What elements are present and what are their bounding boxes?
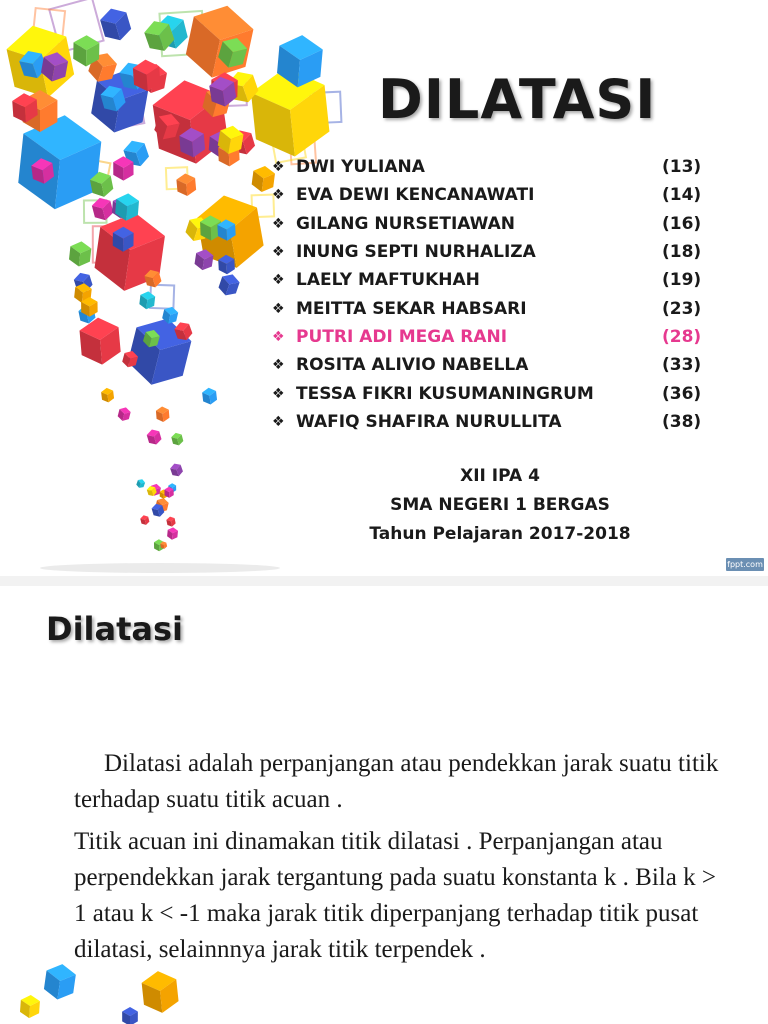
member-item [272,379,702,407]
cube-shape [101,387,115,403]
cube-shape [176,173,197,197]
slide-title: DILATASI [378,68,657,131]
cube-shape [43,962,77,1001]
fppt-badge: fppt.com [727,560,763,569]
cube-shape [79,316,122,366]
member-number: (18) [662,242,702,263]
bullet-icon: ❖ [272,272,285,289]
cube-shape [156,406,170,423]
member-number: (38) [662,411,702,432]
content-body [74,746,734,974]
cube-shape [202,387,218,405]
member-number: (28) [662,326,702,347]
bullet-icon: ❖ [272,159,285,176]
member-name: TESSA FIKRI KUSUMANINGRUM [296,383,594,404]
member-name: PUTRI ADI MEGA RANI [296,326,508,347]
member-name: INUNG SEPTI NURHALIZA [296,242,536,263]
member-number: (33) [662,355,702,376]
member-number: (36) [662,383,702,404]
member-item [272,266,702,294]
bullet-icon: ❖ [272,413,285,430]
bullet-icon: ❖ [272,328,285,345]
cube-shape [167,527,178,540]
member-item [272,238,702,266]
member-name: WAFIQ SHAFIRA NURULLITA [296,411,562,432]
paragraph-explanation: Titik acuan ini dinamakan titik dilatasi . Perpanjangan atau perpendekkan jarak tergantung pada suatu konstanta k . Bila k > 1 atau k < -1 maka jarak titik diperpanjang terhadap titik pusat dilatasi, selainnnya jarak titik terpendek . [74,828,716,963]
member-name: LAELY MAFTUKHAH [296,270,480,291]
member-name: MEITTA SEKAR HABSARI [296,298,527,319]
cube-shape [117,406,132,422]
school-info [330,462,670,549]
bullet-icon: ❖ [272,215,285,232]
member-item [272,351,702,379]
member-item [272,181,702,209]
bullet-icon: ❖ [272,385,285,402]
member-item [272,153,702,181]
slide-separator [0,576,768,586]
academic-year: Tahun Pelajaran 2017-2018 [369,524,631,544]
bullet-icon: ❖ [272,300,285,317]
cube-shape [146,428,163,447]
cube-shape [217,271,241,298]
cube-shape [140,514,150,526]
member-name: EVA DEWI KENCANAWATI [296,185,535,206]
member-number: (19) [662,270,702,291]
class-name: XII IPA 4 [460,466,540,486]
bullet-icon: ❖ [272,244,285,261]
bullet-icon: ❖ [272,187,285,204]
member-item [272,210,702,238]
bullet-icon: ❖ [272,357,285,374]
member-name: ROSITA ALIVIO NABELLA [296,355,529,376]
member-name: DWI YULIANA [296,157,425,178]
member-list [272,153,702,436]
cube-shape [16,111,104,213]
cube-shape [169,462,184,478]
member-number: (23) [662,298,702,319]
cube-shape [68,240,92,267]
member-item [272,294,702,322]
cube-shape [166,516,176,528]
cube-shape [182,0,257,84]
member-number: (14) [662,185,702,206]
member-item [272,408,702,436]
content-slide [0,586,768,1024]
cube-shape [136,478,146,489]
cube-shape [141,969,180,1014]
member-name: GILANG NURSETIAWAN [296,213,516,234]
member-item [272,323,702,351]
cube-shape [20,994,41,1018]
school-name: SMA NEGERI 1 BERGAS [390,495,610,515]
member-number: (13) [662,157,702,178]
content-title: Dilatasi [46,610,183,648]
member-number: (16) [662,213,702,234]
cube-shape [122,1007,138,1024]
cube-shape [171,432,185,447]
paragraph-definition: Dilatasi adalah perpanjangan atau pendekkan jarak suatu titik terhadap suatu titik acuan . [74,750,719,813]
